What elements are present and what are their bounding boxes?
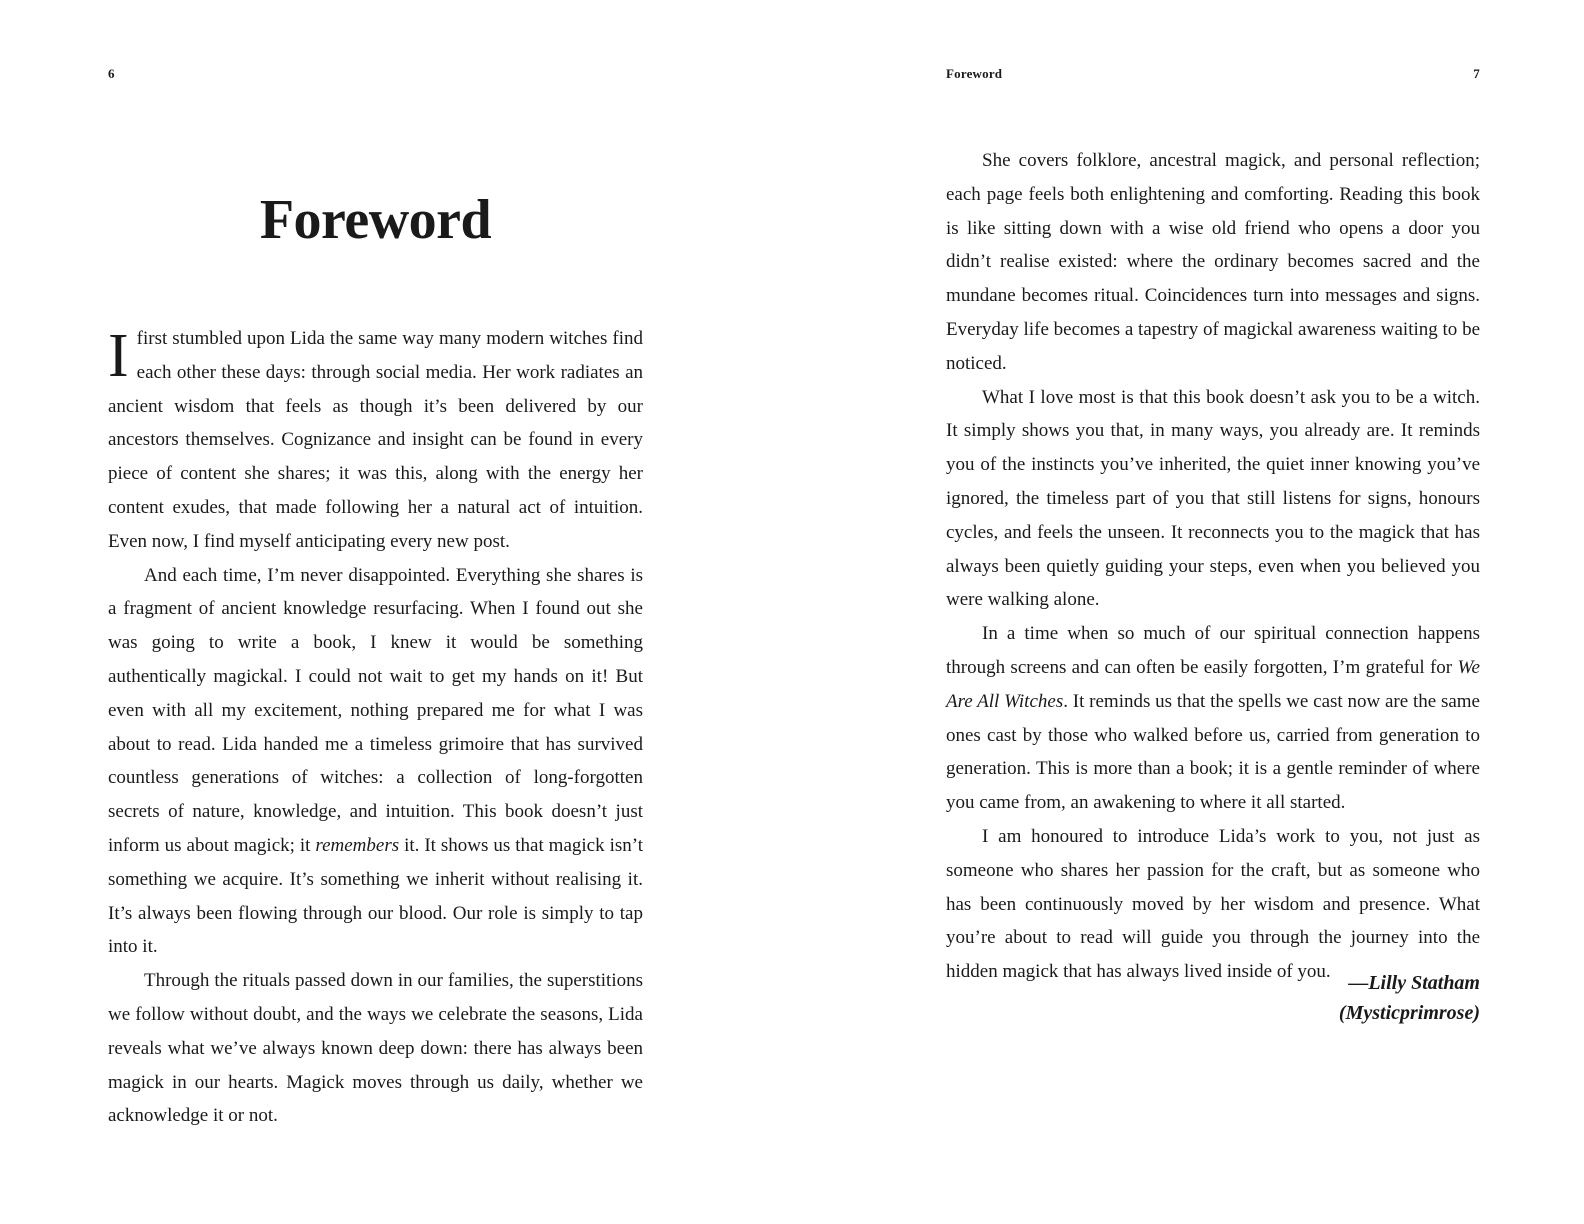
- paragraph-2-text-b: it. It shows us that magick isn’t something we acquire. It’s something we inherit without realising it. It’s always been flowing through our blood. Our role is simply to tap into it.: [108, 834, 644, 958]
- signature-name: —Lilly Statham: [1348, 972, 1480, 994]
- signature: [1339, 968, 1480, 1028]
- signature-handle: (Mysticprimrose): [1338, 1002, 1480, 1024]
- right-page: [946, 0, 1480, 1224]
- paragraph-2: [108, 559, 643, 965]
- right-body-text: [946, 144, 1480, 989]
- paragraph-4: She covers folklore, ancestral magick, and personal reflection; each page feels both enlightening and comforting. Reading this book is like sitting down with a wise old friend who opens a door you didn’t realise existed: where the ordinary becomes sacred and the mundane becomes ritual. Coincidences turn into messages and signs. Everyday life becomes a tapestry of magickal awareness waiting to be noticed.: [946, 150, 1480, 374]
- paragraph-3: Through the rituals passed down in our families, the superstitions we follow without doubt, and the ways we celebrate the seasons, Lida reveals what we’ve always known deep down: there has always been magick in our hearts. Magick moves through us daily, whether we acknowledge it or not.: [108, 970, 643, 1127]
- left-page: [108, 0, 643, 1224]
- paragraph-6-text-b: . It reminds us that the spells we cast now are the same ones cast by those who walked before us, carried from generation to generation. This is more than a book; it is a gentle reminder of where you came from, an awakening to where it all started.: [946, 690, 1480, 814]
- page-number-left: 6: [108, 66, 115, 81]
- paragraph-7: I am honoured to introduce Lida’s work to you, not just as someone who shares her passion for the craft, but as someone who has been continuously moved by her wisdom and presence. What you’re about to read will guide you through the journey into the hidden magick that has always lived inside of you.: [946, 825, 1480, 983]
- drop-cap: I: [108, 322, 129, 390]
- page-number-right: 7: [1473, 66, 1480, 81]
- book-title-emphasis: We Are All Witches: [946, 656, 1480, 712]
- paragraph-1-text: first stumbled upon Lida the same way many modern witches find each other these days: through social media. Her work radiates an ancient wisdom that feels as though it’s been delivered by our ancestors themselves. Cognizance and insight can be found in every piece of content she shares; it was this, along with the energy her content exudes, that made following her a natural act of intuition. Even now, I find myself anticipating every new post.: [108, 328, 643, 552]
- paragraph-1: [108, 322, 643, 559]
- chapter-title: Foreword: [259, 189, 492, 251]
- paragraph-6-text-a: In a time when so much of our spiritual connection happens through screens and can often be easily forgotten, I’m grateful for: [946, 623, 1480, 678]
- paragraph-5: What I love most is that this book doesn’t ask you to be a witch. It simply shows you that, in many ways, you already are. It reminds you of the instincts you’ve inherited, the quiet inner knowing you’ve ignored, the timeless part of you that still listens for signs, honours cycles, and feels the unseen. It reconnects you to the magick that has always been quietly guiding your steps, even when you believed you were walking alone.: [946, 386, 1480, 611]
- paragraph-6: [946, 617, 1480, 820]
- paragraph-2-text-a: And each time, I’m never disappointed. Everything she shares is a fragment of ancient knowledge resurfacing. When I found out she was going to write a book, I knew it would be something authentically magickal. I could not wait to get my hands on it! But even with all my excitement, nothing prepared me for what I was about to read. Lida handed me a timeless grimoire that has survived countless generations of witches: a collection of long-forgotten secrets of nature, knowledge, and intuition. This book doesn’t just inform us about magick; it: [108, 564, 643, 856]
- left-body-text: [108, 322, 643, 1133]
- running-head: Foreword: [946, 66, 1003, 81]
- paragraph-2-emphasis: remembers: [315, 834, 400, 856]
